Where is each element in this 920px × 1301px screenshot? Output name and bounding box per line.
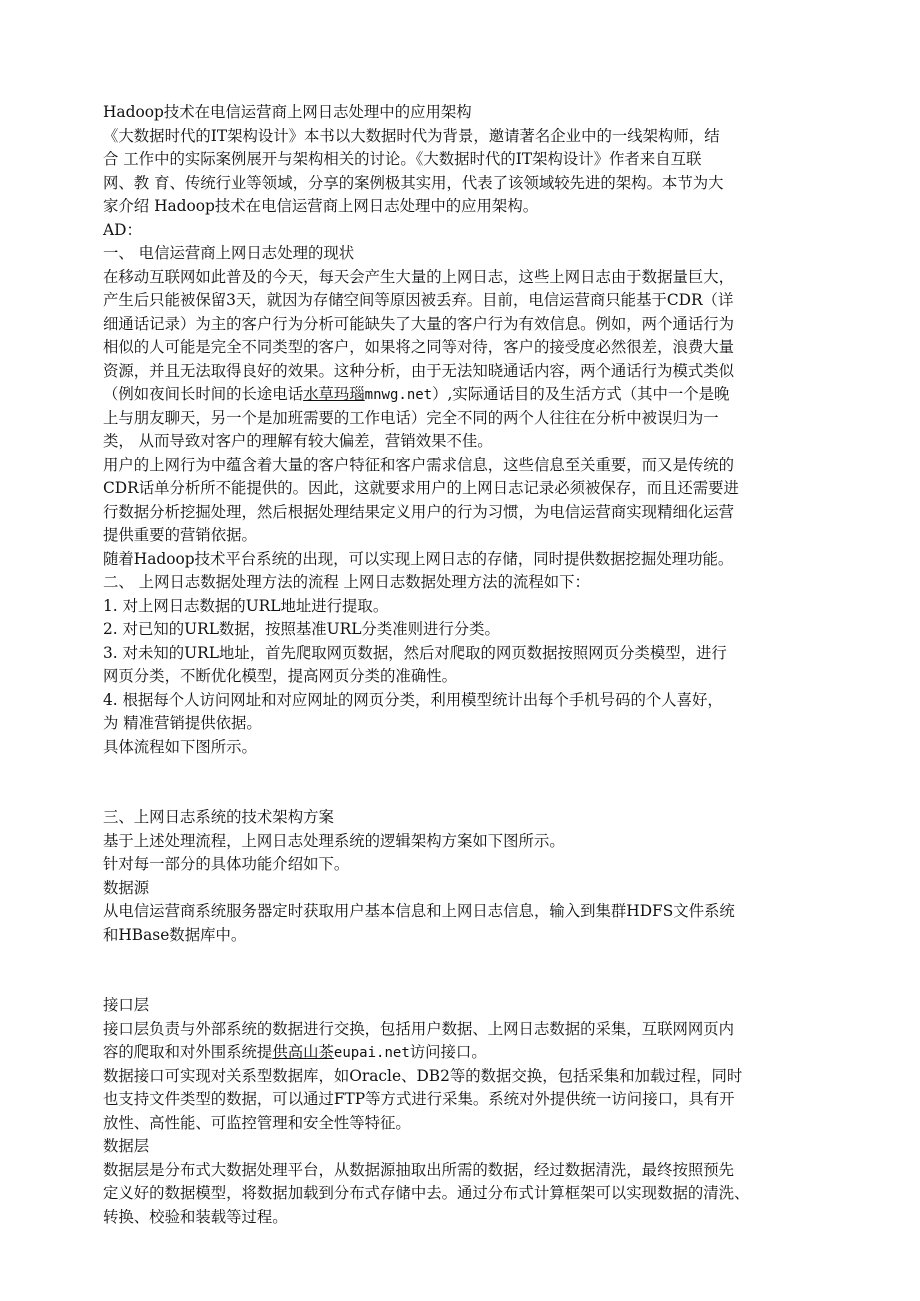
paragraph-line: CDR话单分析所不能提供的。因此，这就要求用户的上网日志记录必须被保存，而且还需要进 (103, 479, 739, 497)
paragraph-line: 相似的人可能是完全不同类型的客户，如果将之同等对待，客户的接受度必然很差，浪费大量 (103, 338, 735, 356)
list-item: 1. 对上网日志数据的URL地址进行提取。 (103, 596, 389, 615)
paragraph-line: 针对每一部分的具体功能介绍如下。 (103, 855, 350, 873)
paragraph-line: 放性、高性能、可监控管理和安全性等特征。 (103, 1113, 411, 1132)
paragraph-line: 用户的上网行为中蕴含着大量的客户特征和客户需求信息，这些信息至关重要，而又是传统的 (103, 455, 735, 474)
paragraph-line: 具体流程如下图所示。 (103, 737, 257, 756)
document-page (103, 101, 843, 1229)
paragraph-line: 在移动互联网如此普及的今天，每天会产生大量的上网日志，这些上网日志由于数据量巨大， (103, 267, 735, 286)
paragraph-line: 转换、校验和装载等过程。 (103, 1207, 288, 1226)
domain-text: eupai.net (333, 1045, 410, 1061)
paragraph-line: 数据层是分布式大数据处理平台，从数据源抽取出所需的数据，经过数据清洗，最终按照预先 (103, 1160, 735, 1179)
intro-line: 家介绍 Hadoop技术在电信运营商上网日志处理中的应用架构。 (103, 197, 539, 215)
text-span: ）,实际通话目的及生活方式（其中一个是晚 (432, 385, 730, 403)
document-title: Hadoop技术在电信运营商上网日志处理中的应用架构 (103, 103, 472, 121)
subheading: 数据层 (103, 1137, 150, 1155)
figure-gap (103, 947, 843, 994)
paragraph-line: 上与朋友聊天，另一个是加班需要的工作电话）完全不同的两个人往往在分析中被误归为一 (103, 408, 719, 427)
paragraph-line: 提供重要的营销依据。 (103, 526, 257, 544)
section3-heading: 三、上网日志系统的技术架构方案 (103, 808, 334, 826)
intro-line: 网、教 育、传统行业等领域，分享的案例极其实用，代表了该领域较先进的架构。本节为大 (103, 173, 724, 192)
paragraph-line-with-link (103, 1041, 843, 1065)
intro-line: AD： (103, 220, 142, 239)
inline-link[interactable]: 供高山茶 (272, 1043, 334, 1061)
paragraph-line: 基于上述处理流程，上网日志处理系统的逻辑架构方案如下图所示。 (103, 831, 565, 850)
paragraph-line: 产生后只能被保留3天，就因为存储空间等原因被丢弃。目前，电信运营商只能基于CDR（详 (103, 291, 734, 309)
intro-line: 合 工作中的实际案例展开与架构相关的讨论。《大数据时代的IT架构设计》作者来自互联 (103, 150, 702, 168)
paragraph-line: 接口层负责与外部系统的数据进行交换，包括用户数据、上网日志数据的采集，互联网网页内 (103, 1019, 735, 1038)
section2-heading: 二、 上网日志数据处理方法的流程 上网日志数据处理方法的流程如下： (103, 573, 590, 591)
inline-link[interactable]: 水草玛瑙 (303, 385, 365, 403)
paragraph-line: 资源，并且无法取得良好的效果。这种分析，由于无法知晓通话内容，两个通话行为模式类似 (103, 361, 735, 380)
paragraph-line: 定义好的数据模型，将数据加载到分布式存储中去。通过分布式计算框架可以实现数据的清洗、 (103, 1184, 750, 1202)
subheading: 接口层 (103, 996, 150, 1014)
paragraph-line: 类， 从而导致对客户的理解有较大偏差，营销效果不佳。 (103, 432, 493, 450)
paragraph-line: 和HBase数据库中。 (103, 925, 247, 944)
paragraph-line: 从电信运营商系统服务器定时获取用户基本信息和上网日志信息，输入到集群HDFS文件系统 (103, 902, 735, 920)
list-item: 网页分类，不断优化模型，提高网页分类的准确性。 (103, 667, 457, 685)
paragraph-line: 也支持文件类型的数据，可以通过FTP等方式进行采集。系统对外提供统一访问接口，具有开 (103, 1090, 735, 1108)
list-item: 2. 对已知的URL数据，按照基准URL分类准则进行分类。 (103, 620, 500, 638)
paragraph-line: 随着Hadoop技术平台系统的出现，可以实现上网日志的存储，同时提供数据挖掘处理功能。 (103, 549, 734, 568)
figure-gap (103, 759, 843, 806)
paragraph-line: 细通话记录）为主的客户行为分析可能缺失了大量的客户行为有效信息。例如，两个通话行为 (103, 314, 735, 333)
paragraph-line: 行数据分析挖掘处理，然后根据处理结果定义用户的行为习惯，为电信运营商实现精细化运营 (103, 502, 735, 521)
paragraph-line-with-link (103, 383, 843, 407)
list-item: 为 精准营销提供依据。 (103, 714, 262, 732)
text-span: （例如夜间长时间的长途电话 (103, 385, 304, 403)
section1-heading: 一、 电信运营商上网日志处理的现状 (103, 244, 355, 262)
text-span: 访问接口。 (409, 1043, 487, 1061)
paragraph-line: 数据接口可实现对关系型数据库，如Oracle、DB2等的数据交换，包括采集和加载过程，同时 (103, 1066, 743, 1085)
text-span: 容的爬取和对外围系统提 (103, 1043, 273, 1061)
subheading: 数据源 (103, 878, 150, 897)
list-item: 3. 对未知的URL地址，首先爬取网页数据，然后对爬取的网页数据按照网页分类模型，进行 (103, 643, 727, 662)
domain-text: mnwg.net (364, 387, 433, 403)
intro-line: 《大数据时代的IT架构设计》本书以大数据时代为背景，邀请著名企业中的一线架构师，结 (103, 126, 720, 145)
list-item: 4. 根据每个人访问网址和对应网址的网页分类，利用模型统计出每个手机号码的个人喜好， (103, 690, 723, 709)
